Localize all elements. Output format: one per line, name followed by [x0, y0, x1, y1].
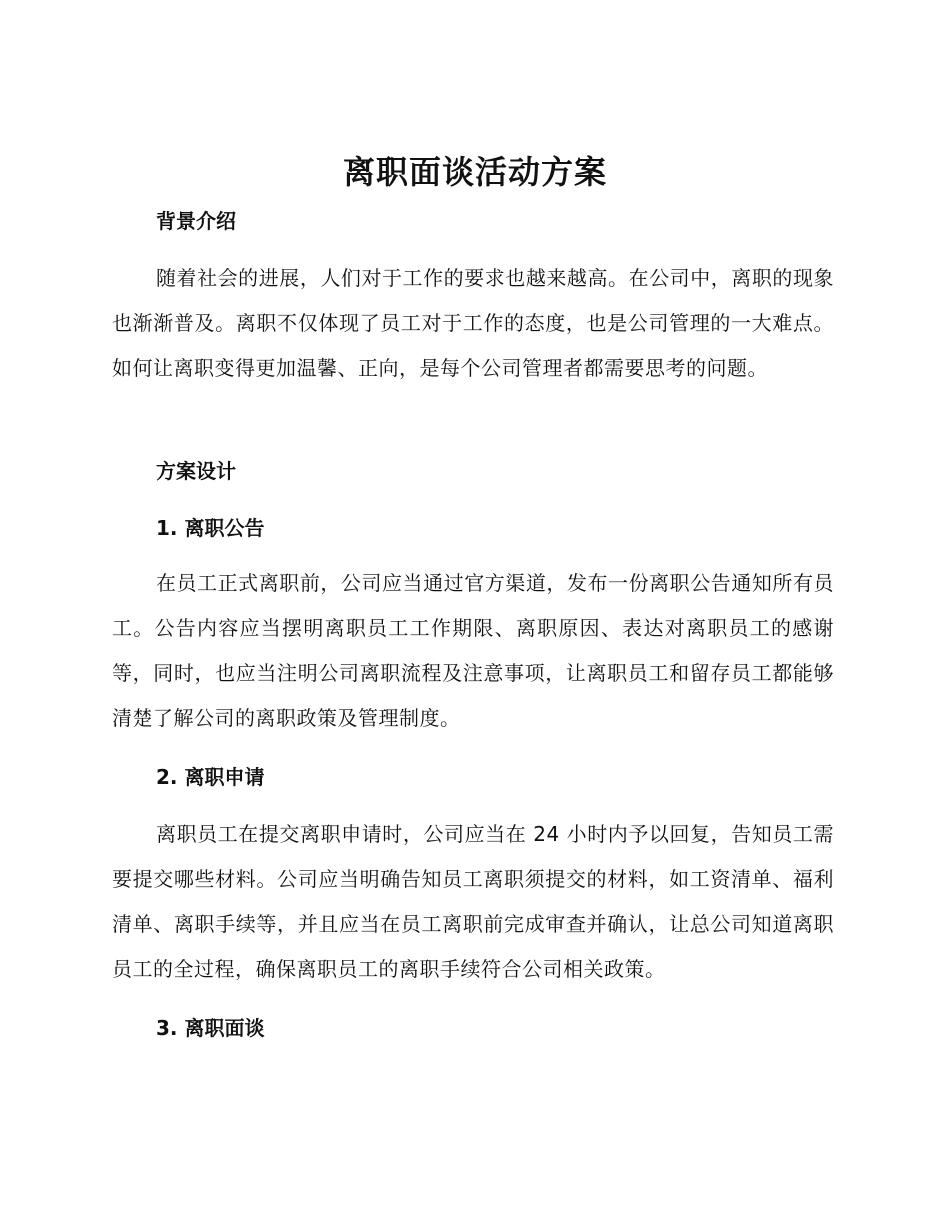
section-paragraph-resignation-application: 离职员工在提交离职申请时，公司应当在 24 小时内予以回复，告知员工需要提交哪些材料。公司应当明确告知员工离职须提交的材料，如工资清单、福利清单、离职手续等，并且应当在员工离职前完成审查并确认，让总公司知道离职员工的全过程，确保离职员工的离职手续符合公司相关政策。	[112, 822, 834, 981]
section-heading-plan-design: 方案设计	[156, 459, 236, 483]
section-heading-background: 背景介绍	[156, 209, 236, 233]
section-heading-resignation-application: 2. 离职申请	[156, 765, 265, 789]
section-heading-resignation-notice: 1. 离职公告	[156, 516, 265, 540]
section-paragraph-background: 随着社会的进展，人们对于工作的要求也越来越高。在公司中，离职的现象也渐渐普及。离职不仅体现了员工对于工作的态度，也是公司管理的一大难点。如何让离职变得更加温馨、正向，是每个公司管理者都需要思考的问题。	[112, 266, 834, 380]
section-paragraph-resignation-notice: 在员工正式离职前，公司应当通过官方渠道，发布一份离职公告通知所有员工。公告内容应当摆明离职员工工作期限、离职原因、表达对离职员工的感谢等，同时，也应当注明公司离职流程及注意事项，让离职员工和留存员工都能够清楚了解公司的离职政策及管理制度。	[112, 571, 834, 730]
section-heading-exit-interview: 3. 离职面谈	[156, 1016, 265, 1040]
document-title: 离职面谈活动方案	[342, 153, 607, 191]
